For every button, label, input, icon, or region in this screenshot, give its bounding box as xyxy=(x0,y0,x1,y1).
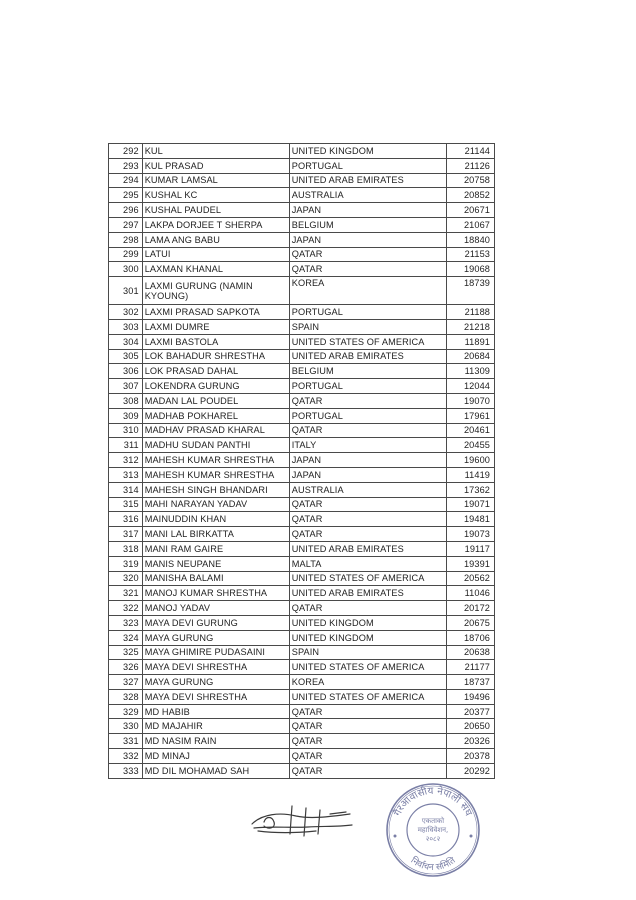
table-row xyxy=(109,438,495,453)
svg-text:गैरआवासीय नेपाली संघ xyxy=(391,785,474,819)
serial-number-cell: 295 xyxy=(109,188,143,203)
country-cell: QATAR xyxy=(289,704,446,719)
serial-number-cell: 329 xyxy=(109,704,143,719)
member-number-cell: 20684 xyxy=(446,349,494,364)
member-number-cell: 19600 xyxy=(446,453,494,468)
table-row xyxy=(109,188,495,203)
member-name-cell: KUL PRASAD xyxy=(142,158,289,173)
serial-number-cell: 313 xyxy=(109,467,143,482)
table-row xyxy=(109,158,495,173)
country-cell: PORTUGAL xyxy=(289,305,446,320)
member-number-cell: 11419 xyxy=(446,467,494,482)
member-name-cell: LATUI xyxy=(142,247,289,262)
serial-number-cell: 302 xyxy=(109,305,143,320)
table-row xyxy=(109,319,495,334)
table-row xyxy=(109,675,495,690)
member-name-cell: MANOJ KUMAR SHRESTHA xyxy=(142,586,289,601)
serial-number-cell: 333 xyxy=(109,763,143,778)
country-cell: QATAR xyxy=(289,527,446,542)
table-row xyxy=(109,630,495,645)
serial-number-cell: 303 xyxy=(109,319,143,334)
table-row xyxy=(109,556,495,571)
country-cell: AUSTRALIA xyxy=(289,482,446,497)
member-number-cell: 19070 xyxy=(446,393,494,408)
member-number-cell: 11309 xyxy=(446,364,494,379)
serial-number-cell: 306 xyxy=(109,364,143,379)
serial-number-cell: 332 xyxy=(109,749,143,764)
member-name-cell: KUSHAL PAUDEL xyxy=(142,203,289,218)
seal-inner-line-1: एकताको xyxy=(421,817,445,825)
member-number-cell: 20461 xyxy=(446,423,494,438)
table-row xyxy=(109,660,495,675)
seal-outer-top-text: गैरआवासीय नेपाली संघ xyxy=(392,785,474,818)
member-name-cell: MAYA GURUNG xyxy=(142,675,289,690)
member-number-cell: 20172 xyxy=(446,601,494,616)
table-row xyxy=(109,749,495,764)
member-name-cell: MADHAB POKHAREL xyxy=(142,408,289,423)
table-row xyxy=(109,497,495,512)
member-number-cell: 20562 xyxy=(446,571,494,586)
country-cell: QATAR xyxy=(289,393,446,408)
member-number-cell: 20455 xyxy=(446,438,494,453)
seal-inner-line-3: २०८२ xyxy=(425,835,441,843)
member-number-cell: 21188 xyxy=(446,305,494,320)
serial-number-cell: 322 xyxy=(109,601,143,616)
country-cell: UNITED STATES OF AMERICA xyxy=(289,689,446,704)
country-cell: UNITED ARAB EMIRATES xyxy=(289,349,446,364)
member-number-cell: 20671 xyxy=(446,203,494,218)
table-row xyxy=(109,305,495,320)
member-number-cell: 21126 xyxy=(446,158,494,173)
serial-number-cell: 300 xyxy=(109,262,143,277)
table-row xyxy=(109,467,495,482)
country-cell: AUSTRALIA xyxy=(289,188,446,203)
table-row xyxy=(109,482,495,497)
handwritten-signature xyxy=(250,800,355,840)
member-number-cell: 19481 xyxy=(446,512,494,527)
member-number-cell: 20292 xyxy=(446,763,494,778)
table-row xyxy=(109,232,495,247)
member-number-cell: 19073 xyxy=(446,527,494,542)
member-number-cell: 18739 xyxy=(446,277,494,305)
country-cell: UNITED STATES OF AMERICA xyxy=(289,334,446,349)
member-number-cell: 17961 xyxy=(446,408,494,423)
member-number-cell: 17362 xyxy=(446,482,494,497)
member-number-cell: 19117 xyxy=(446,541,494,556)
member-name-cell: LAXMAN KHANAL xyxy=(142,262,289,277)
country-cell: UNITED ARAB EMIRATES xyxy=(289,173,446,188)
member-name-cell: MD HABIB xyxy=(142,704,289,719)
serial-number-cell: 305 xyxy=(109,349,143,364)
serial-number-cell: 311 xyxy=(109,438,143,453)
serial-number-cell: 297 xyxy=(109,217,143,232)
member-name-cell: LAXMI PRASAD SAPKOTA xyxy=(142,305,289,320)
serial-number-cell: 294 xyxy=(109,173,143,188)
serial-number-cell: 315 xyxy=(109,497,143,512)
member-number-cell: 20758 xyxy=(446,173,494,188)
serial-number-cell: 326 xyxy=(109,660,143,675)
election-committee-seal xyxy=(383,780,483,880)
member-name-cell: MD NASIM RAIN xyxy=(142,734,289,749)
table-row xyxy=(109,615,495,630)
member-name-cell: MAHESH SINGH BHANDARI xyxy=(142,482,289,497)
serial-number-cell: 327 xyxy=(109,675,143,690)
table-row xyxy=(109,586,495,601)
member-name-cell: MANIS NEUPANE xyxy=(142,556,289,571)
member-name-cell: MAHESH KUMAR SHRESTHA xyxy=(142,453,289,468)
serial-number-cell: 325 xyxy=(109,645,143,660)
table-row xyxy=(109,379,495,394)
country-cell: UNITED ARAB EMIRATES xyxy=(289,586,446,601)
country-cell: ITALY xyxy=(289,438,446,453)
table-row xyxy=(109,203,495,218)
table-row xyxy=(109,689,495,704)
country-cell: UNITED STATES OF AMERICA xyxy=(289,660,446,675)
country-cell: SPAIN xyxy=(289,319,446,334)
table-row xyxy=(109,645,495,660)
serial-number-cell: 296 xyxy=(109,203,143,218)
serial-number-cell: 312 xyxy=(109,453,143,468)
table-row xyxy=(109,277,495,305)
table-row xyxy=(109,423,495,438)
table-row xyxy=(109,763,495,778)
country-cell: MALTA xyxy=(289,556,446,571)
table-row xyxy=(109,541,495,556)
member-name-cell: MADAN LAL POUDEL xyxy=(142,393,289,408)
table-row xyxy=(109,173,495,188)
member-number-cell: 19496 xyxy=(446,689,494,704)
member-number-cell: 18706 xyxy=(446,630,494,645)
serial-number-cell: 319 xyxy=(109,556,143,571)
member-number-cell: 20638 xyxy=(446,645,494,660)
serial-number-cell: 316 xyxy=(109,512,143,527)
serial-number-cell: 331 xyxy=(109,734,143,749)
member-number-cell: 21144 xyxy=(446,144,494,159)
country-cell: QATAR xyxy=(289,247,446,262)
table-row xyxy=(109,247,495,262)
member-number-cell: 18840 xyxy=(446,232,494,247)
member-name-cell: MAYA DEVI GURUNG xyxy=(142,615,289,630)
country-cell: KOREA xyxy=(289,675,446,690)
table-row xyxy=(109,349,495,364)
member-name-cell: KUL xyxy=(142,144,289,159)
country-cell: PORTUGAL xyxy=(289,408,446,423)
serial-number-cell: 317 xyxy=(109,527,143,542)
table-row xyxy=(109,217,495,232)
serial-number-cell: 293 xyxy=(109,158,143,173)
member-name-cell: MADHAV PRASAD KHARAL xyxy=(142,423,289,438)
country-cell: UNITED KINGDOM xyxy=(289,144,446,159)
country-cell: QATAR xyxy=(289,749,446,764)
country-cell: JAPAN xyxy=(289,203,446,218)
member-number-cell: 11046 xyxy=(446,586,494,601)
member-number-cell: 21153 xyxy=(446,247,494,262)
member-name-cell: MANI RAM GAIRE xyxy=(142,541,289,556)
country-cell: PORTUGAL xyxy=(289,158,446,173)
member-number-cell: 20326 xyxy=(446,734,494,749)
member-name-cell: LOK PRASAD DAHAL xyxy=(142,364,289,379)
country-cell: UNITED KINGDOM xyxy=(289,630,446,645)
serial-number-cell: 310 xyxy=(109,423,143,438)
member-name-cell: MD MAJAHIR xyxy=(142,719,289,734)
member-name-cell: LAXMI GURUNG (NAMIN KYOUNG) xyxy=(142,277,289,305)
serial-number-cell: 298 xyxy=(109,232,143,247)
table-row xyxy=(109,527,495,542)
table-row xyxy=(109,393,495,408)
serial-number-cell: 309 xyxy=(109,408,143,423)
country-cell: JAPAN xyxy=(289,453,446,468)
member-number-cell: 20378 xyxy=(446,749,494,764)
member-number-cell: 19391 xyxy=(446,556,494,571)
serial-number-cell: 299 xyxy=(109,247,143,262)
member-name-cell: MANISHA BALAMI xyxy=(142,571,289,586)
serial-number-cell: 318 xyxy=(109,541,143,556)
table-row xyxy=(109,571,495,586)
member-name-cell: MD MINAJ xyxy=(142,749,289,764)
member-name-cell: MAYA GURUNG xyxy=(142,630,289,645)
country-cell: QATAR xyxy=(289,763,446,778)
country-cell: UNITED KINGDOM xyxy=(289,615,446,630)
country-cell: QATAR xyxy=(289,734,446,749)
serial-number-cell: 324 xyxy=(109,630,143,645)
member-name-cell: MAHESH KUMAR SHRESTHA xyxy=(142,467,289,482)
country-cell: QATAR xyxy=(289,262,446,277)
member-number-cell: 21177 xyxy=(446,660,494,675)
serial-number-cell: 320 xyxy=(109,571,143,586)
table-row xyxy=(109,719,495,734)
country-cell: QATAR xyxy=(289,719,446,734)
member-name-cell: LOKENDRA GURUNG xyxy=(142,379,289,394)
country-cell: UNITED STATES OF AMERICA xyxy=(289,571,446,586)
serial-number-cell: 314 xyxy=(109,482,143,497)
serial-number-cell: 304 xyxy=(109,334,143,349)
member-name-cell: MAYA DEVI SHRESTHA xyxy=(142,660,289,675)
member-name-cell: MADHU SUDAN PANTHI xyxy=(142,438,289,453)
member-number-cell: 19071 xyxy=(446,497,494,512)
member-name-cell: MANI LAL BIRKATTA xyxy=(142,527,289,542)
member-table-body xyxy=(109,144,495,779)
serial-number-cell: 328 xyxy=(109,689,143,704)
member-name-cell: LAKPA DORJEE T SHERPA xyxy=(142,217,289,232)
member-name-cell: MANOJ YADAV xyxy=(142,601,289,616)
member-number-cell: 12044 xyxy=(446,379,494,394)
country-cell: JAPAN xyxy=(289,467,446,482)
country-cell: UNITED ARAB EMIRATES xyxy=(289,541,446,556)
serial-number-cell: 323 xyxy=(109,615,143,630)
member-name-cell: MAYA GHIMIRE PUDASAINI xyxy=(142,645,289,660)
seal-inner-line-2: महाधिवेशन, xyxy=(417,826,449,834)
table-row xyxy=(109,512,495,527)
country-cell: QATAR xyxy=(289,512,446,527)
serial-number-cell: 330 xyxy=(109,719,143,734)
member-number-cell: 21218 xyxy=(446,319,494,334)
member-number-cell: 19068 xyxy=(446,262,494,277)
member-name-cell: LAMA ANG BABU xyxy=(142,232,289,247)
member-number-cell: 20377 xyxy=(446,704,494,719)
country-cell: JAPAN xyxy=(289,232,446,247)
member-number-cell: 18737 xyxy=(446,675,494,690)
member-number-cell: 20650 xyxy=(446,719,494,734)
table-row xyxy=(109,364,495,379)
member-number-cell: 20675 xyxy=(446,615,494,630)
country-cell: QATAR xyxy=(289,497,446,512)
country-cell: PORTUGAL xyxy=(289,379,446,394)
member-name-cell: MAHI NARAYAN YADAV xyxy=(142,497,289,512)
member-number-cell: 21067 xyxy=(446,217,494,232)
table-row xyxy=(109,453,495,468)
member-name-cell: MD DIL MOHAMAD SAH xyxy=(142,763,289,778)
country-cell: BELGIUM xyxy=(289,364,446,379)
country-cell: QATAR xyxy=(289,423,446,438)
serial-number-cell: 292 xyxy=(109,144,143,159)
member-name-cell: MAINUDDIN KHAN xyxy=(142,512,289,527)
country-cell: BELGIUM xyxy=(289,217,446,232)
member-number-cell: 20852 xyxy=(446,188,494,203)
member-name-cell: LAXMI DUMRE xyxy=(142,319,289,334)
table-row xyxy=(109,408,495,423)
table-row xyxy=(109,601,495,616)
serial-number-cell: 301 xyxy=(109,277,143,305)
table-row xyxy=(109,704,495,719)
member-name-cell: MAYA DEVI SHRESTHA xyxy=(142,689,289,704)
serial-number-cell: 321 xyxy=(109,586,143,601)
member-name-cell: KUSHAL KC xyxy=(142,188,289,203)
serial-number-cell: 308 xyxy=(109,393,143,408)
table-row xyxy=(109,334,495,349)
table-row xyxy=(109,262,495,277)
member-name-cell: KUMAR LAMSAL xyxy=(142,173,289,188)
member-table xyxy=(108,143,495,779)
serial-number-cell: 307 xyxy=(109,379,143,394)
table-row xyxy=(109,734,495,749)
member-name-cell: LOK BAHADUR SHRESTHA xyxy=(142,349,289,364)
member-name-cell: LAXMI BASTOLA xyxy=(142,334,289,349)
country-cell: KOREA xyxy=(289,277,446,305)
seal-outer-bottom-text: निर्वाचन समिति xyxy=(408,855,458,874)
member-number-cell: 11891 xyxy=(446,334,494,349)
country-cell: QATAR xyxy=(289,601,446,616)
table-row xyxy=(109,144,495,159)
country-cell: SPAIN xyxy=(289,645,446,660)
